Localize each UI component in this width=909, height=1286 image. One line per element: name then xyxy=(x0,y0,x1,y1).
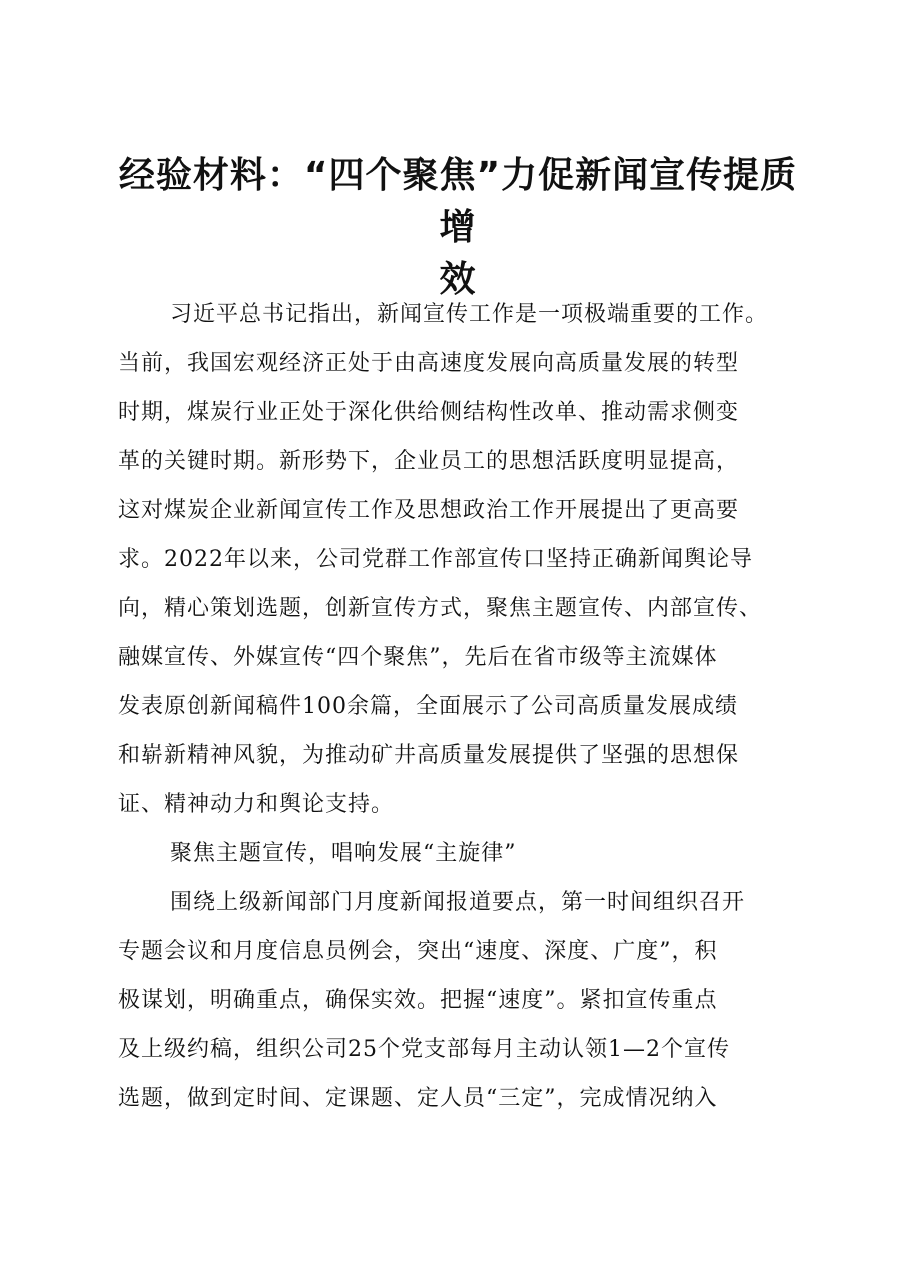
paragraph-1-line: 习近平总书记指出，新闻宣传工作是一项极端重要的工作。 xyxy=(170,302,769,327)
paragraph-1-line: 求。2022年以来，公司党群工作部宣传口坚持正确新闻舆论导 xyxy=(118,547,753,572)
paragraph-1-line: 当前，我国宏观经济正处于由高速度发展向高质量发展的转型 xyxy=(118,351,740,376)
paragraph-1-line: 证、精神动力和舆论支持。 xyxy=(118,792,395,817)
paragraph-2-line: 选题，做到定时间、定课题、定人员“三定”，完成情况纳入 xyxy=(118,1086,718,1111)
title-line-1: 经验材料：“四个聚焦”力促新闻宣传提质增 xyxy=(118,155,798,248)
paragraph-2-line: 专题会议和月度信息员例会，突出“速度、深度、广度”，积 xyxy=(118,939,718,964)
paragraph-1-line: 这对煤炭企业新闻宣传工作及思想政治工作开展提出了更高要 xyxy=(118,498,740,523)
section-heading: 聚焦主题宣传，唱响发展“主旋律” xyxy=(170,841,517,866)
paragraph-1-line: 发表原创新闻稿件100余篇，全面展示了公司高质量发展成绩 xyxy=(118,694,738,719)
paragraph-2-line: 围绕上级新闻部门月度新闻报道要点，第一时间组织召开 xyxy=(170,890,746,915)
document-title xyxy=(118,150,798,306)
paragraph-1-line: 向，精心策划选题，创新宣传方式，聚焦主题宣传、内部宣传、 xyxy=(118,596,763,621)
document-body xyxy=(118,290,790,1123)
paragraph-1-line: 和崭新精神风貌，为推动矿井高质量发展提供了坚强的思想保 xyxy=(118,743,740,768)
title-line-2: 效 xyxy=(439,259,477,300)
paragraph-2-line: 极谋划，明确重点，确保实效。把握“速度”。紧扣宣传重点 xyxy=(118,988,718,1013)
paragraph-1-line: 融媒宣传、外媒宣传“四个聚焦”，先后在省市级等主流媒体 xyxy=(118,645,718,670)
paragraph-1-line: 革的关键时期。新形势下，企业员工的思想活跃度明显提高， xyxy=(118,449,740,474)
paragraph-1-line: 时期，煤炭行业正处于深化供给侧结构性改单、推动需求侧变 xyxy=(118,400,740,425)
paragraph-2-line: 及上级约稿，组织公司25个党支部每月主动认领1—2个宣传 xyxy=(118,1037,730,1062)
